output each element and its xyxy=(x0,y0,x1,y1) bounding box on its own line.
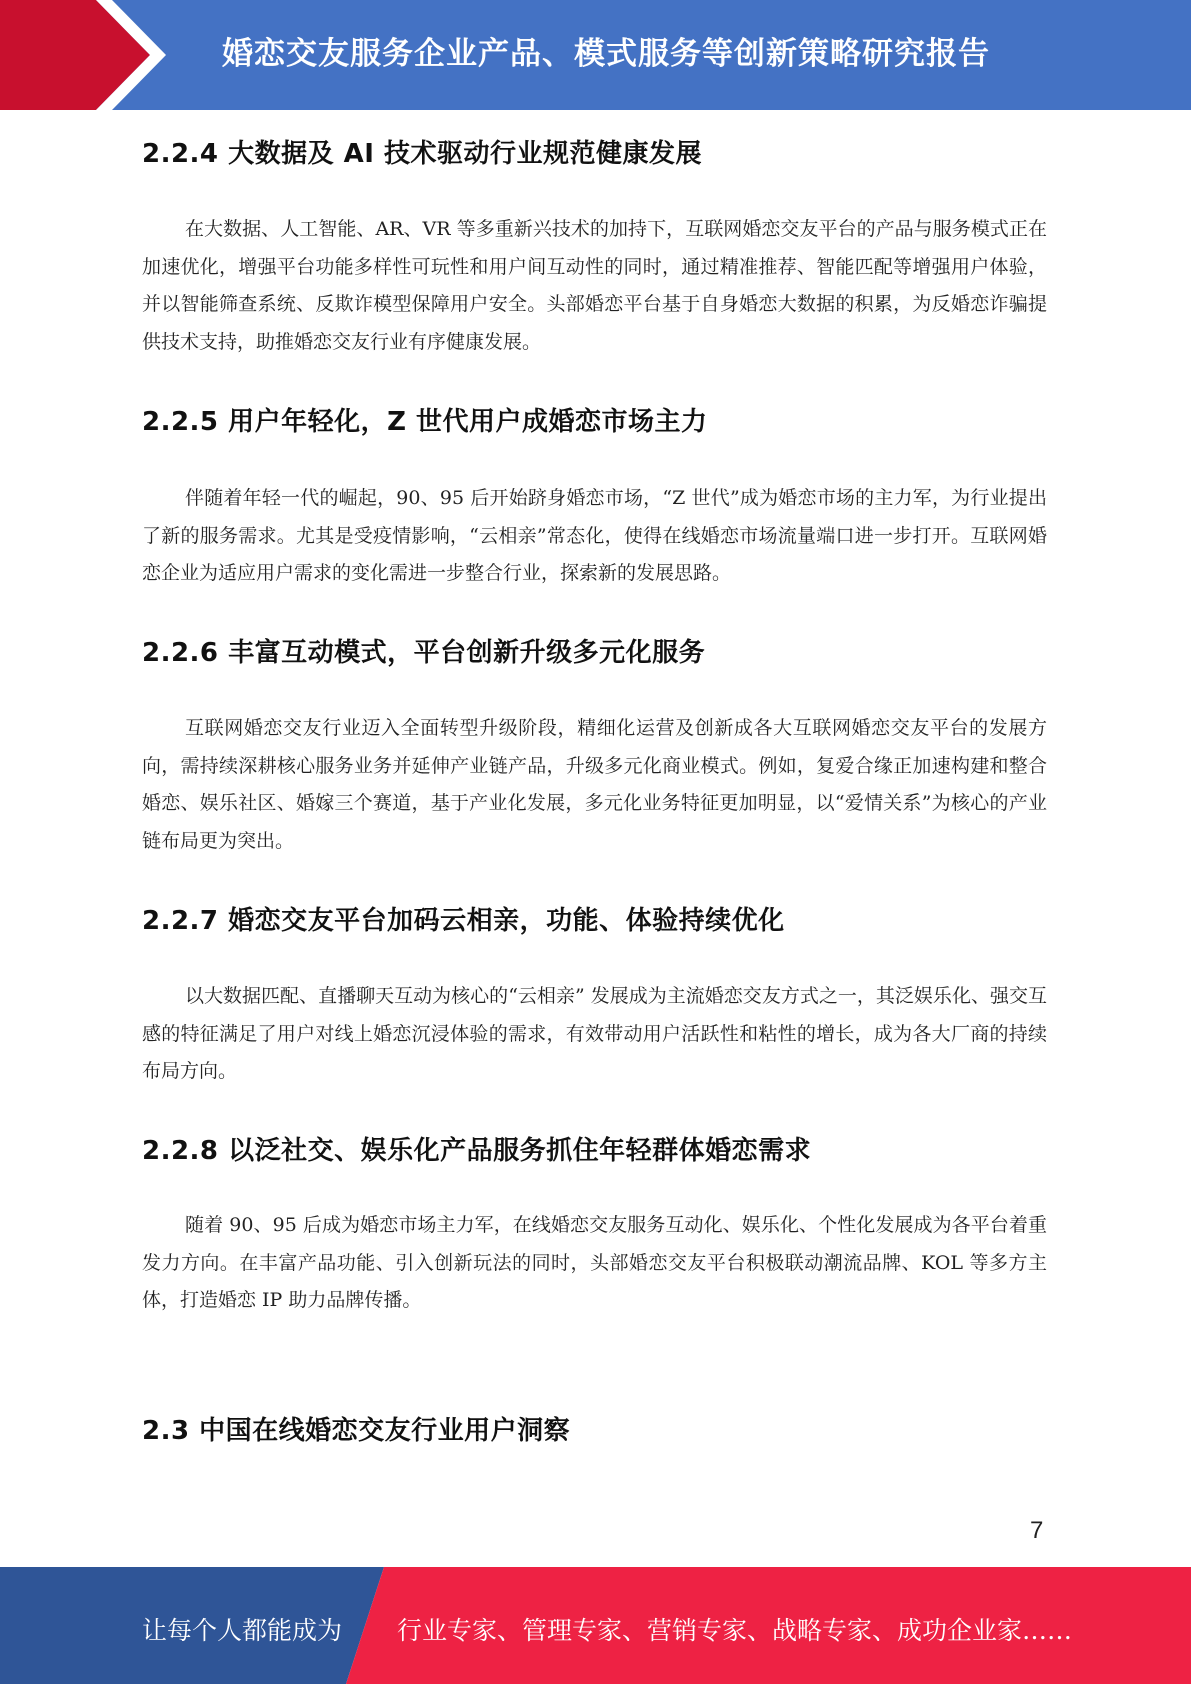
footer-slogan-right: 行业专家、管理专家、营销专家、战略专家、成功企业家…… xyxy=(397,1616,1073,1645)
report-title: 婚恋交友服务企业产品、模式服务等创新策略研究报告 xyxy=(222,36,990,72)
section-heading-2-2-5: 2.2.5 用户年轻化，Z 世代用户成婚恋市场主力 xyxy=(142,407,708,437)
section-paragraph-2-2-4: 在大数据、人工智能、AR、VR 等多重新兴技术的加持下，互联网婚恋交友平台的产品与服务模式正在加速优化，增强平台功能多样性可玩性和用户间互动性的同时，通过精准推荐、智能匹配等增强用户体验，并以智能筛查系统、反欺诈模型保障用户安全。头部婚恋平台基于自身婚恋大数据的积累，为反婚恋诈骗提供技术支持，助推婚恋交友行业有序健康发展。 xyxy=(142,218,1047,353)
section-paragraph-2-2-7: 以大数据匹配、直播聊天互动为核心的“云相亲” 发展成为主流婚恋交友方式之一，其泛娱乐化、强交互感的特征满足了用户对线上婚恋沉浸体验的需求，有效带动用户活跃性和粘性的增长，成为各大厂商的持续布局方向。 xyxy=(142,985,1047,1082)
section-paragraph-2-2-6: 互联网婚恋交友行业迈入全面转型升级阶段，精细化运营及创新成各大互联网婚恋交友平台的发展方向，需持续深耕核心服务业务并延伸产业链产品，升级多元化商业模式。例如，复爱合缘正加速构建和整合婚恋、娱乐社区、婚嫁三个赛道，基于产业化发展，多元化业务特征更加明显，以“爱情关系”为核心的产业链布局更为突出。 xyxy=(142,717,1047,852)
footer-slogan-left: 让每个人都能成为 xyxy=(142,1616,343,1645)
page-footer xyxy=(0,1567,1191,1684)
section-paragraph-2-2-8: 随着 90、95 后成为婚恋市场主力军，在线婚恋交友服务互动化、娱乐化、个性化发展成为各平台着重发力方向。在丰富产品功能、引入创新玩法的同时，头部婚恋交友平台积极联动潮流品牌、KOL 等多方主体，打造婚恋 IP 助力品牌传播。 xyxy=(142,1214,1047,1311)
section-heading-2-2-6: 2.2.6 丰富互动模式，平台创新升级多元化服务 xyxy=(142,638,706,668)
section-heading-2-2-8: 2.2.8 以泛社交、娱乐化产品服务抓住年轻群体婚恋需求 xyxy=(142,1136,812,1166)
section-heading-2-2-4: 2.2.4 大数据及 AI 技术驱动行业规范健康发展 xyxy=(142,139,702,169)
section-paragraph-2-2-5: 伴随着年轻一代的崛起，90、95 后开始跻身婚恋市场，“Z 世代”成为婚恋市场的主力军，为行业提出了新的服务需求。尤其是受疫情影响，“云相亲”常态化，使得在线婚恋市场流量端口进一步打开。互联网婚恋企业为适应用户需求的变化需进一步整合行业，探索新的发展思路。 xyxy=(142,487,1047,584)
page-number: 7 xyxy=(1030,1517,1044,1544)
section-heading-2-2-7: 2.2.7 婚恋交友平台加码云相亲，功能、体验持续优化 xyxy=(142,906,785,936)
page-header xyxy=(0,0,1191,110)
section-heading-2-3: 2.3 中国在线婚恋交友行业用户洞察 xyxy=(142,1416,571,1446)
